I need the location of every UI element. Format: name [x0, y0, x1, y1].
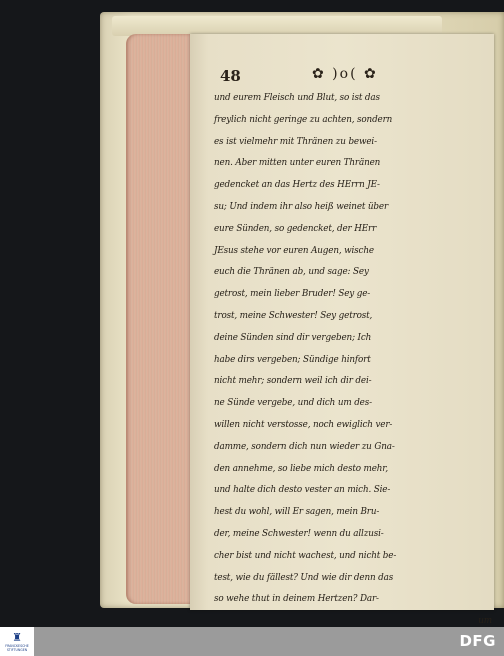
- text-line: cher bist und nicht wachest, und nicht be-: [214, 550, 397, 561]
- page-edges: [126, 34, 196, 604]
- text-line: euch die Thränen ab, und sage: Sey: [214, 267, 369, 278]
- text-line: den annehme, so liebe mich desto mehr,: [214, 463, 389, 474]
- library-logo-text: FRANCKESCHE STIFTUNGEN: [5, 643, 29, 652]
- text-line: trost, meine Schwester! Sey getrost,: [214, 310, 373, 321]
- text-line: hest du wohl, will Er sagen, mein Bru-: [214, 507, 380, 518]
- text-line: willen nicht verstosse, noch ewiglich ver-: [214, 419, 393, 430]
- text-line: und eurem Fleisch und Blut, so ist das: [214, 93, 380, 103]
- page-text: [214, 88, 492, 633]
- text-line: test, wie du fällest? Und wie dir denn das: [214, 572, 394, 583]
- text-line: nicht mehr; sondern weil ich dir dei-: [214, 376, 372, 387]
- text-line: gedencket an das Hertz des HErrn JE-: [214, 180, 380, 191]
- page-number: 48: [220, 67, 241, 85]
- text-line: habe dirs vergeben; Sündige hinfort: [214, 354, 371, 365]
- viewer-footer: [0, 627, 504, 656]
- text-line: und halte dich desto vester an mich. Sie-: [214, 485, 391, 496]
- library-emblem-icon: ♜: [12, 630, 22, 644]
- text-line: so wehe thut in deinem Hertzen? Dar-: [214, 594, 379, 605]
- header-ornament: ✿ )o( ✿: [312, 66, 378, 82]
- library-logo[interactable]: [0, 627, 34, 656]
- text-line: getrost, mein lieber Bruder! Sey ge-: [214, 289, 371, 300]
- text-line: der, meine Schwester! wenn du allzusi-: [214, 528, 384, 539]
- text-line: eure Sünden, so gedencket, der HErr: [214, 223, 377, 234]
- text-line: damme, sondern dich nun wieder zu Gna-: [214, 441, 395, 452]
- text-line: su; Und indem ihr also heiß weinet über: [214, 201, 389, 212]
- text-line: nen. Aber mitten unter euren Thränen: [214, 158, 381, 169]
- text-line: freylich nicht geringe zu achten, sondern: [214, 114, 393, 125]
- text-line: JEsus stehe vor euren Augen, wische: [214, 245, 374, 256]
- dfg-logo[interactable]: DFG: [459, 632, 496, 650]
- catchword: um: [478, 616, 492, 627]
- text-line: es ist vielmehr mit Thränen zu bewei-: [214, 136, 377, 147]
- text-line: ne Sünde vergebe, und dich um des-: [214, 398, 372, 409]
- binding-fold: [112, 16, 442, 36]
- text-line: deine Sünden sind dir vergeben; Ich: [214, 332, 372, 343]
